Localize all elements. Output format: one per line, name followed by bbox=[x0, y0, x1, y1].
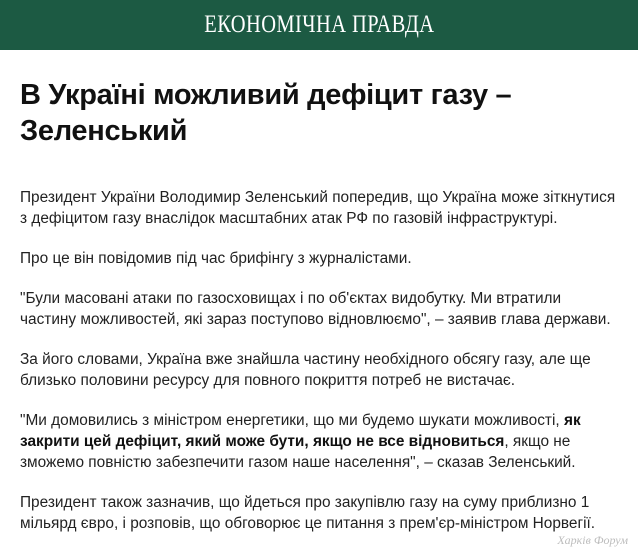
article-title: В Україні можливий дефіцит газу – Зеленський bbox=[20, 79, 512, 147]
watermark: Харків Форум bbox=[557, 533, 628, 547]
quote-text-end: , якщо не зможемо повністю забезпечити газом наше населення", – сказав Зеленський. bbox=[20, 433, 576, 471]
quote-text-start: "Ми домовились з міністром енергетики, що ми будемо шукати можливості, bbox=[20, 412, 564, 429]
site-header bbox=[0, 0, 638, 50]
article-paragraph: Президент України Володимир Зеленський попередив, що Україна може зіткнутися з дефіцитом газу внаслідок масштабних атак РФ по газовій інфраструктурі. bbox=[20, 189, 616, 227]
article-paragraph: За його словами, Україна вже знайшла частину необхідного обсягу газу, але ще близько половини ресурсу для повного покриття потреб не вистачає. bbox=[20, 351, 591, 389]
article-paragraph: Президент також зазначив, що йдеться про закупівлю газу на суму приблизно 1 мільярд євро, і розповів, що обговорює це питання з прем'єр-міністром Норвегії. bbox=[20, 494, 596, 532]
article-paragraph-quote bbox=[20, 410, 618, 473]
article-paragraph: "Були масовані атаки по газосховищах і по об'єктах видобутку. Ми втратили частину можливостей, які зараз поступово відновлюємо", – заявив глава держави. bbox=[20, 290, 611, 328]
quote-bold-text: як закрити цей дефіцит, який може бути, якщо не все відновиться bbox=[20, 412, 581, 450]
article-content bbox=[0, 77, 638, 534]
site-logo[interactable]: ЕКОНОМІЧНА ПРАВДА bbox=[203, 11, 435, 38]
article-paragraph: Про це він повідомив під час брифінгу з журналістами. bbox=[20, 250, 412, 267]
